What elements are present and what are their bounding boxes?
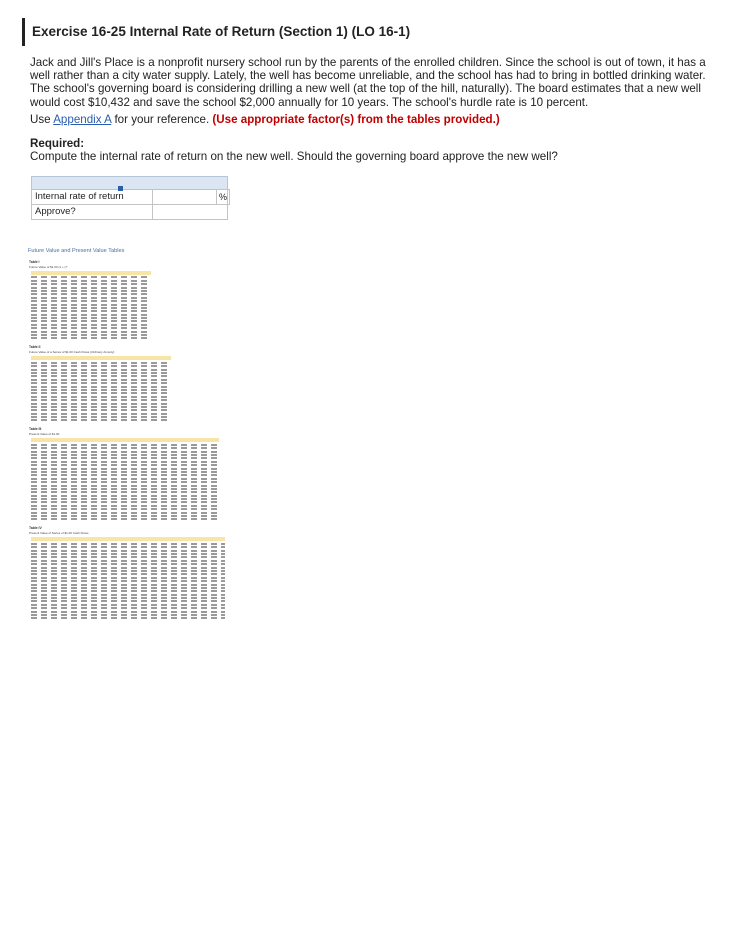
table-1-grid [31,271,151,339]
table-row [31,495,219,497]
table-row [31,451,219,453]
table-row [31,382,171,384]
table-header-band [31,438,219,442]
table-row [31,560,225,562]
table-3-label: Table III [29,427,42,432]
table-row [31,280,151,282]
table-row [31,365,171,367]
problem-text: Jack and Jill's Place is a nonprofit nursery school run by the parents of the enrolled children. Since the school is out of town, it has a well rather than a city water supply. Lately, the well has become unreliable, and the school has had to bring in bottled drinking water. The school's governing board is considering drilling a new well (at the top of the hill, naturally). The board estimates that a new well would cost $10,432 and save the school $2,000 annually for 10 years. The school's hurdle rate is 10 percent. [30,56,706,109]
table-row [31,304,151,306]
table-row [31,488,219,490]
appendix-title: Future Value and Present Value Tables [28,248,125,254]
table-row [31,290,151,292]
table-row [31,563,225,565]
table-row [31,409,171,411]
required-heading: Required: [30,137,85,150]
table-2-label: Table II [29,345,41,350]
input-flag-icon [118,186,123,191]
appendix-link[interactable]: Appendix A [53,113,112,126]
table-row [31,320,151,322]
table-row [31,553,225,555]
table-2-grid [31,356,171,421]
table-row [31,580,225,582]
percent-unit: % [216,189,230,205]
table-row [31,307,151,309]
table-row [31,474,219,476]
table-row [31,454,219,456]
table-row [31,600,225,602]
table-row [31,471,219,473]
table-row [31,375,171,377]
page-title: Exercise 16-25 Internal Rate of Return (Section 1) (LO 16-1) [22,18,410,46]
table-row [31,324,151,326]
table-row [31,327,151,329]
table-row [31,468,219,470]
table-header-band [31,271,151,275]
table-row [31,464,219,466]
table-1-caption: Future Value of $1.00 (1 + r)ⁿ [29,265,68,269]
table-row [31,491,219,493]
table-row [31,396,171,398]
table-row [31,573,225,575]
table-row [31,546,225,548]
table-header-band [31,356,171,360]
table-row [31,419,171,421]
table-row [31,276,151,278]
table-row [31,607,225,609]
table-row [31,577,225,579]
table-row [31,310,151,312]
table-4-grid [31,537,225,619]
answer-table-header [31,176,228,190]
table-header-band [31,537,225,541]
table-row [31,457,219,459]
table-row [31,584,225,586]
table-row [31,372,171,374]
table-row [31,317,151,319]
table-row [31,594,225,596]
table-row [31,611,225,613]
table-row [31,508,219,510]
table-row [31,604,225,606]
table-row [31,389,171,391]
table-row [31,567,225,569]
table-row [31,287,151,289]
table-row [31,406,171,408]
required-text: Compute the internal rate of return on the new well. Should the governing board approve the new well? [30,150,558,163]
table-row [31,478,219,480]
table-row [31,379,171,381]
table-row [31,614,225,616]
table-row [31,399,171,401]
table-row [31,597,225,599]
table-row [31,481,219,483]
table-row [31,505,219,507]
table-row [31,334,151,336]
table-row [31,590,225,592]
table-row [31,362,171,364]
irr-row [31,190,228,205]
approve-row [31,205,228,220]
table-row [31,297,151,299]
table-row [31,386,171,388]
table-row [31,293,151,295]
table-row [31,501,219,503]
table-row [31,447,219,449]
table-2-caption: Future Value of a Series of $1.00 Cash Flows (Ordinary Annuity) [29,350,115,355]
table-row [31,416,171,418]
table-row [31,413,171,415]
table-4-caption: Present Value of Series of $1.00 Cash Flows [29,531,89,536]
table-3-caption: Present Value of $1.00 [29,432,60,437]
table-row [31,331,151,333]
table-row [31,518,219,520]
table-row [31,444,219,446]
answer-table [31,176,228,220]
table-row [31,369,171,371]
table-row [31,283,151,285]
table-row [31,512,219,514]
approve-label: Approve? [32,205,153,219]
table-row [31,543,225,545]
table-row [31,587,225,589]
table-row [31,515,219,517]
table-row [31,300,151,302]
reference-line: Use Appendix A for your reference. (Use appropriate factor(s) from the tables provided.) [30,113,500,126]
table-row [31,392,171,394]
table-row [31,337,151,339]
table-row [31,617,225,619]
table-row [31,314,151,316]
table-row [31,556,225,558]
approve-input[interactable] [153,205,227,219]
factor-note: (Use appropriate factor(s) from the tables provided.) [212,113,500,126]
table-row [31,403,171,405]
table-4-label: Table IV [29,526,42,531]
table-row [31,485,219,487]
table-3-grid [31,438,219,520]
table-row [31,498,219,500]
irr-label: Internal rate of return [32,190,153,204]
appendix-image [27,246,187,936]
table-1-label: Table I [29,260,40,264]
table-row [31,570,225,572]
table-row [31,550,225,552]
table-row [31,461,219,463]
